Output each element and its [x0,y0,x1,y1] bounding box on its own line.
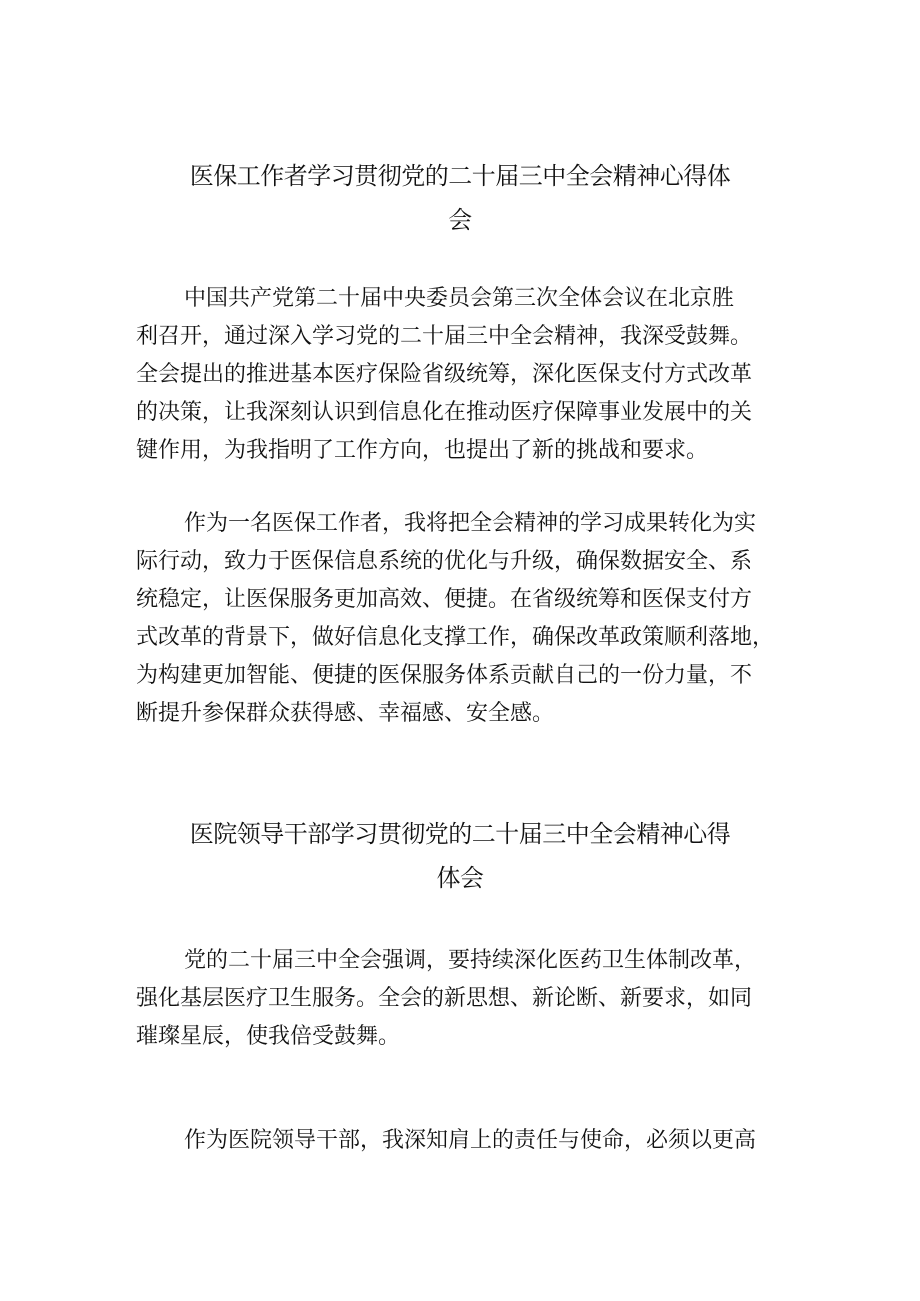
paragraph-line: 全会提出的推进基本医疗保险省级统筹，深化医保支付方式改革 [136,362,753,387]
section-title [140,154,780,242]
paragraph-line: 式改革的背景下，做好信息化支撑工作，确保改革政策顺利落地， [136,625,775,650]
paragraph-line: 际行动，致力于医保信息系统的优化与升级，确保数据安全、系 [136,549,753,574]
paragraph-line: 作为一名医保工作者，我将把全会精神的学习成果转化为实 [184,511,757,536]
paragraph-line: 作为医院领导干部，我深知肩上的责任与使命，必须以更高 [184,1128,757,1153]
title-line: 医院领导干部学习贯彻党的二十届三中全会精神心得 [189,820,731,848]
paragraph-line: 统稳定，让医保服务更加高效、便捷。在省级统筹和医保支付方 [136,587,753,612]
paragraph [136,505,784,733]
paragraph-line: 强化基层医疗卫生服务。全会的新思想、新论断、新要求，如同 [136,986,753,1011]
paragraph-line: 党的二十届三中全会强调，要持续深化医药卫生体制改革， [184,948,757,973]
paragraph-line: 利召开，通过深入学习党的二十届三中全会精神，我深受鼓舞。 [136,324,753,349]
paragraph-line: 断提升参保群众获得感、幸福感、安全感。 [136,701,555,726]
paragraph-line: 璀璨星辰，使我倍受鼓舞。 [136,1024,401,1049]
section-title [140,812,780,900]
paragraph [136,280,784,470]
paragraph-line: 为构建更加智能、便捷的医保服务体系贡献自己的一份力量，不 [136,663,753,688]
title-line: 医保工作者学习贯彻党的二十届三中全会精神心得体 [189,162,731,190]
paragraph [136,942,784,1056]
paragraph-line: 的决策，让我深刻认识到信息化在推动医疗保障事业发展中的关 [136,400,753,425]
paragraph-line: 键作用，为我指明了工作方向，也提出了新的挑战和要求。 [136,438,709,463]
paragraph [136,1122,784,1160]
title-line: 体会 [436,864,484,892]
paragraph-line: 中国共产党第二十届中央委员会第三次全体会议在北京胜 [184,286,735,311]
title-line: 会 [448,206,472,234]
